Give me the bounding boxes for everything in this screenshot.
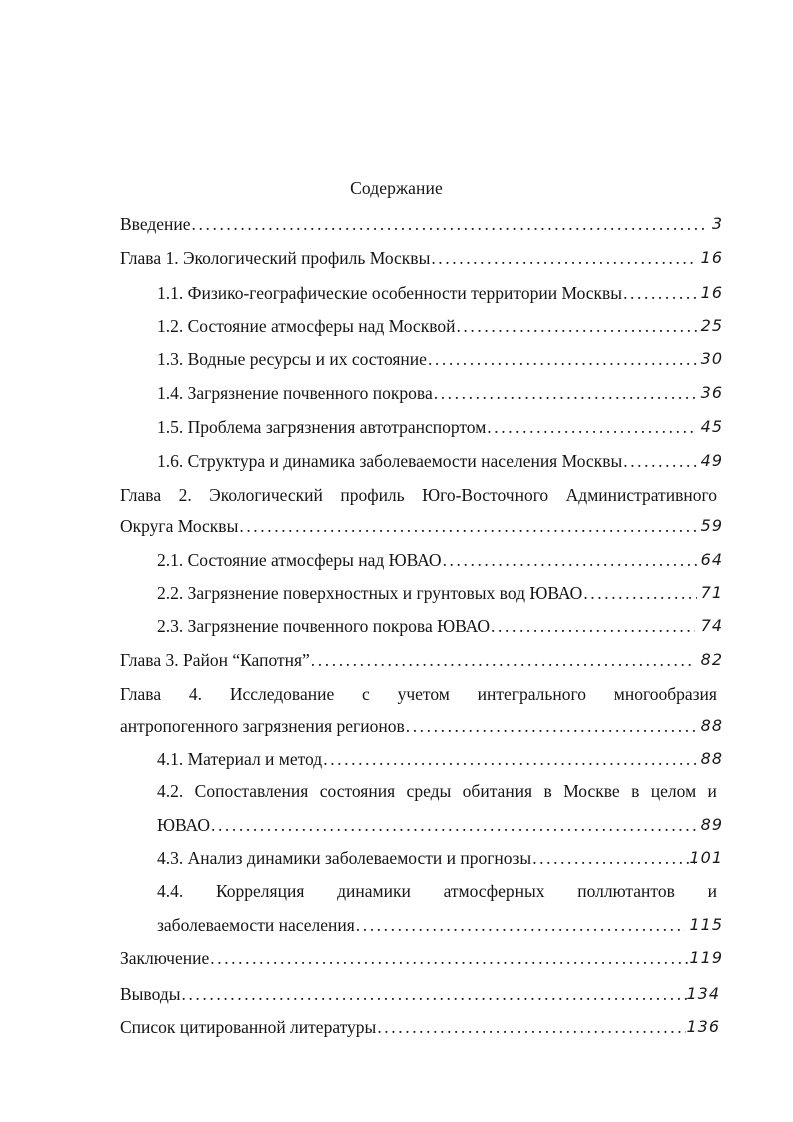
toc-word: и: [707, 881, 717, 901]
toc-entry-section-4-2: [157, 813, 723, 837]
toc-page-number: 25: [700, 316, 723, 335]
toc-page-number: 89: [700, 815, 723, 834]
toc-entry-text: Глава 1. Экологический профиль Москвы: [120, 248, 431, 268]
toc-entry-text: 1.6. Структура и динамика заболеваемости населения Москвы: [157, 451, 623, 471]
toc-word: многообразия: [613, 684, 717, 704]
toc-entry-chapter-1: [120, 246, 723, 270]
toc-entry-text: 2.3. Загрязнение почвенного покрова ЮВАО: [157, 616, 491, 636]
leader-dots: [323, 747, 697, 771]
toc-page-number: 49: [700, 451, 723, 470]
toc-page-number: 119: [689, 948, 723, 967]
toc-word: Сопоставления: [194, 781, 309, 801]
toc-entry-chapter-2-line1: [120, 483, 717, 507]
leader-dots: [211, 813, 697, 837]
toc-entry-text: ЮВАО: [157, 815, 210, 835]
toc-word: профиль: [340, 485, 405, 505]
toc-entry-chapter-4-line1: [120, 682, 717, 706]
leader-dots: [239, 514, 696, 538]
toc-entry-text: 1.4. Загрязнение почвенного покрова: [157, 383, 433, 403]
toc-entry-section-1-1: [157, 281, 723, 305]
leader-dots: [181, 982, 688, 1006]
toc-word: Административного: [565, 485, 717, 505]
toc-entry-section-1-2: [157, 314, 723, 338]
toc-word: Москве: [563, 781, 620, 801]
toc-entry-text: 1.5. Проблема загрязнения автотранспортом: [157, 417, 487, 437]
toc-entry-text: 2.1. Состояние атмосферы над ЮВАО: [157, 550, 442, 570]
toc-page-number: 71: [700, 583, 723, 602]
toc-entry-section-4-4-line1: [157, 879, 717, 903]
toc-word: Юго-Восточного: [422, 485, 549, 505]
toc-entry-text: Введение: [120, 214, 191, 234]
toc-page-number: 82: [700, 650, 723, 669]
toc-word: Глава: [120, 684, 162, 704]
toc-entry-chapter-3: [120, 648, 723, 672]
toc-entry-text: заболеваемости населения: [157, 915, 355, 935]
toc-word: Исследование: [229, 684, 335, 704]
toc-entry-text: 4.1. Материал и метод: [157, 749, 323, 769]
toc-page-number: 88: [700, 716, 723, 735]
leader-dots: [406, 714, 696, 738]
toc-entry-conclusion: [120, 946, 723, 970]
toc-word: с: [362, 684, 370, 704]
toc-entry-text: 1.2. Состояние атмосферы над Москвой: [157, 316, 456, 336]
toc-entry-section-2-3: [157, 614, 723, 638]
leader-dots: [431, 246, 696, 270]
toc-word: Корреляция: [215, 881, 305, 901]
toc-word: 2.: [178, 485, 192, 505]
toc-page-number: 16: [700, 248, 723, 267]
leader-dots: [487, 415, 697, 439]
toc-page-number: 59: [700, 516, 723, 535]
toc-entry-text: Округа Москвы: [120, 516, 239, 536]
toc-word: Экологический: [209, 485, 323, 505]
leader-dots: [428, 347, 697, 371]
leader-dots: [356, 913, 685, 937]
toc-entry-chapter-2: [120, 514, 723, 538]
leader-dots: [210, 946, 688, 970]
toc-entry-text: антропогенного загрязнения регионов: [120, 716, 405, 736]
toc-page-number: 134: [686, 984, 720, 1003]
toc-entry-text: 1.3. Водные ресурсы и их состояние: [157, 349, 427, 369]
toc-page-number: 115: [689, 915, 723, 934]
toc-page-number: 36: [700, 383, 723, 402]
toc-entry-section-1-3: [157, 347, 723, 371]
toc-page-number: 16: [700, 283, 723, 302]
toc-word: учетом: [397, 684, 450, 704]
leader-dots: [491, 614, 695, 638]
toc-entry-text: Заключение: [120, 948, 210, 968]
toc-entry-section-2-1: [157, 548, 723, 572]
toc-entry-section-1-4: [157, 381, 723, 405]
toc-word: 4.: [188, 684, 203, 704]
leader-dots: [443, 548, 697, 572]
toc-page-number: 30: [700, 349, 723, 368]
toc-title: Содержание: [350, 178, 443, 198]
toc-word: 4.2.: [157, 781, 184, 801]
toc-entry-references: [120, 1015, 720, 1039]
toc-entry-intro: [120, 212, 723, 236]
toc-word: в: [631, 781, 640, 801]
toc-entry-text: Выводы: [120, 984, 181, 1004]
leader-dots: [311, 648, 694, 672]
toc-word: целом: [650, 781, 697, 801]
toc-entry-text: 2.2. Загрязнение поверхностных и грунтовых вод ЮВАО: [157, 583, 583, 603]
toc-word: динамики: [337, 881, 411, 901]
toc-word: 4.4.: [157, 881, 184, 901]
toc-word: поллютантов: [577, 881, 675, 901]
toc-page-number: 45: [700, 417, 723, 436]
toc-entry-findings: [120, 982, 720, 1006]
toc-page-number: 101: [689, 848, 723, 867]
toc-entry-section-1-6: [157, 449, 723, 473]
toc-word: Глава: [120, 485, 162, 505]
toc-entry-chapter-4: [120, 714, 723, 738]
toc-page-number: 74: [700, 616, 723, 635]
toc-entry-section-4-4: [157, 913, 723, 937]
leader-dots: [377, 1015, 686, 1039]
toc-entry-text: Глава 3. Район “Капотня”: [120, 650, 310, 670]
toc-word: обитания: [462, 781, 533, 801]
toc-entry-text: 4.3. Анализ динамики заболеваемости и прогнозы: [157, 848, 532, 868]
toc-page-number: 3: [711, 214, 723, 233]
toc-entry-section-4-2-line1: [157, 779, 717, 803]
toc-entry-section-4-3: [157, 846, 723, 870]
toc-word: интегрального: [477, 684, 586, 704]
leader-dots: [434, 381, 697, 405]
leader-dots: [192, 212, 708, 236]
toc-word: среды: [406, 781, 452, 801]
toc-entry-section-4-1: [157, 747, 723, 771]
toc-word: и: [707, 781, 717, 801]
toc-entry-text: 1.1. Физико-географические особенности территории Москвы: [157, 283, 623, 303]
leader-dots: [456, 314, 697, 338]
toc-page-number: 88: [700, 749, 723, 768]
toc-page-number: 136: [686, 1017, 720, 1036]
toc-entry-section-1-5: [157, 415, 723, 439]
toc-word: в: [543, 781, 552, 801]
toc-page-number: 64: [700, 550, 723, 569]
toc-entry-section-2-2: [157, 581, 723, 605]
toc-word: атмосферных: [443, 881, 545, 901]
toc-entry-text: Список цитированной литературы: [120, 1017, 377, 1037]
toc-word: состояния: [319, 781, 396, 801]
